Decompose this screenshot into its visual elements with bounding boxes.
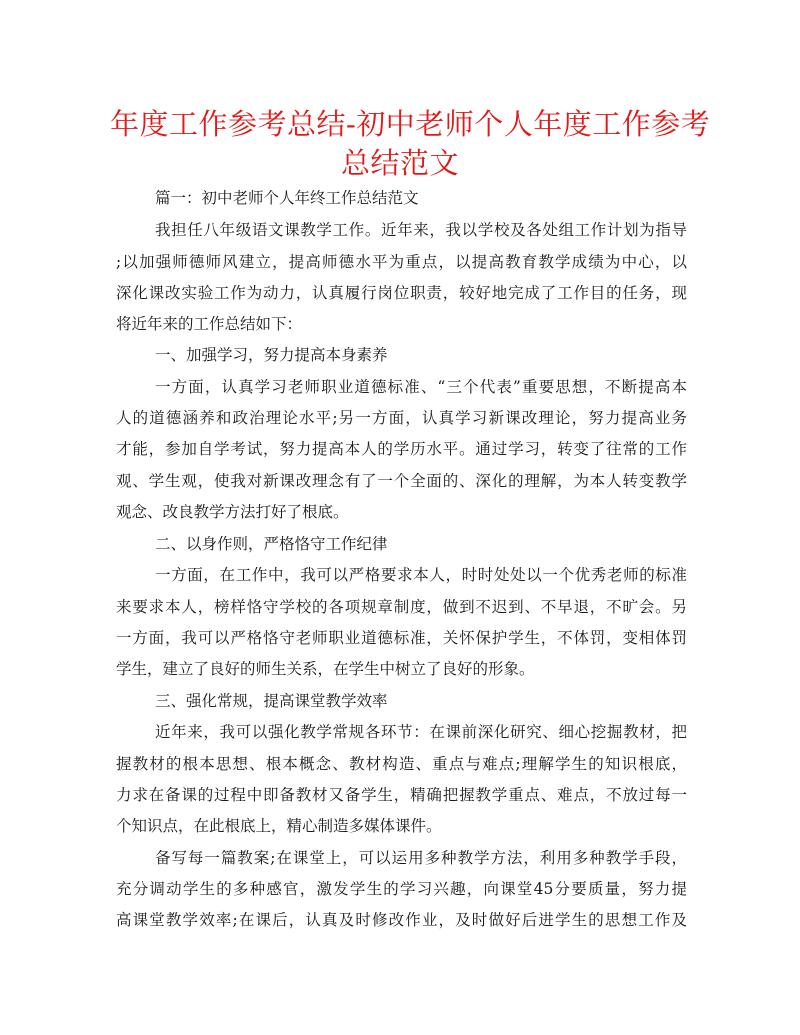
document-title-line-1: 年度工作参考总结-初中老师个人年度工作参考 — [110, 107, 711, 141]
paragraph-line: 人的道德涵养和政治理论水平;另一方面，认真学习新课改理论，努力提高业务 — [116, 409, 687, 427]
paragraph-line: 深化课改实验工作为动力，认真履行岗位职责，较好地完成了工作目的任务，现 — [116, 284, 687, 302]
document-title-line-2: 总结范文 — [340, 146, 459, 180]
paragraph-line: 一方面，在工作中，我可以严格要求本人，时时处处以一个优秀老师的标准 — [155, 566, 687, 584]
section-heading-part-one: 篇一：初中老师个人年终工作总结范文 — [155, 189, 419, 207]
paragraph-line: 备写每一篇教案;在课堂上，可以运用多种教学方法，利用多种教学手段， — [155, 849, 687, 867]
paragraph-line: 观、学生观，使我对新课改理念有了一个全面的、深化的理解，为本人转变教学 — [116, 472, 687, 490]
paragraph-line: 力求在备课的过程中即备教材又备学生，精确把握教学重点、难点，不放过每一 — [116, 786, 687, 804]
section-heading-1: 一、加强学习，努力提高本身素养 — [155, 346, 388, 364]
paragraph-line: 近年来，我可以强化教学常规各环节：在课前深化研究、细心挖掘教材，把 — [155, 723, 687, 741]
paragraph-line: 充分调动学生的多种感官，激发学生的学习兴趣，向课堂45分要质量，努力提 — [116, 880, 687, 898]
paragraph-line: ;以加强师德师风建立，提高师德水平为重点，以提高教育教学成绩为中心，以 — [116, 253, 687, 271]
paragraph-line: 个知识点，在此根底上，精心制造多媒体课件。 — [116, 817, 442, 835]
paragraph-line: 高课堂教学效率;在课后，认真及时修改作业，及时做好后进学生的思想工作及 — [116, 911, 687, 929]
section-heading-3: 三、强化常规，提高课堂教学效率 — [155, 692, 388, 710]
paragraph-line: 一方面，认真学习老师职业道德标准、“三个代表”重要思想，不断提高本 — [155, 378, 687, 396]
paragraph-line: 观念、改良教学方法打好了根底。 — [116, 503, 349, 521]
paragraph-line: 握教材的根本思想、根本概念、教材构造、重点与难点;理解学生的知识根底， — [116, 755, 687, 773]
paragraph-line: 才能，参加自学考试，努力提高本人的学历水平。通过学习，转变了往常的工作 — [116, 440, 687, 458]
paragraph-line: 我担任八年级语文课教学工作。近年来，我以学校及各处组工作计划为指导 — [155, 221, 687, 239]
paragraph-line: 一方面，我可以严格恪守老师职业道德标准，关怀保护学生，不体罚，变相体罚 — [116, 629, 687, 647]
section-heading-2: 二、以身作则，严格恪守工作纪律 — [155, 535, 388, 553]
paragraph-line: 来要求本人，榜样恪守学校的各项规章制度，做到不迟到、不早退，不旷会。另 — [116, 598, 687, 616]
paragraph-line: 学生，建立了良好的师生关系，在学生中树立了良好的形象。 — [116, 660, 535, 678]
paragraph-line: 将近年来的工作总结如下： — [116, 315, 303, 333]
